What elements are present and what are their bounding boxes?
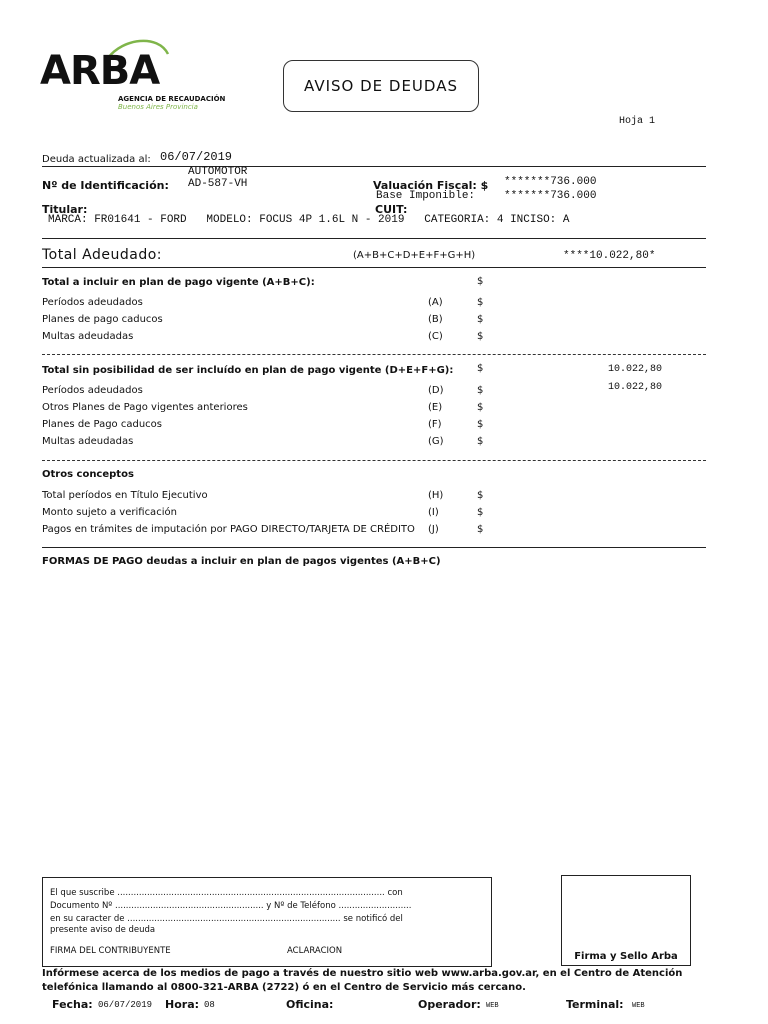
- base-value: *******736.000: [504, 190, 597, 202]
- signature-line: presente aviso de deuda: [50, 925, 156, 935]
- divider: [42, 166, 706, 167]
- row-code: (D): [428, 385, 444, 396]
- row-label: Total períodos en Título Ejecutivo: [42, 490, 208, 501]
- total-label: Total Adeudado:: [42, 247, 162, 263]
- document-title: AVISO DE DEUDAS: [283, 60, 479, 112]
- row-code: (H): [428, 490, 444, 501]
- fecha-value: 06/07/2019: [98, 1000, 153, 1010]
- row-dollar: $: [477, 524, 484, 535]
- formas-pago-title: FORMAS DE PAGO deudas a incluir en plan de pagos vigentes (A+B+C): [42, 556, 441, 567]
- row-dollar: $: [477, 331, 484, 342]
- stamp-label: Firma y Sello Arba: [574, 951, 678, 962]
- logo-agency: AGENCIA DE RECAUDACIÓN: [118, 95, 226, 103]
- row-code: (E): [428, 402, 443, 413]
- row-code: (J): [428, 524, 439, 535]
- row-dollar: $: [477, 297, 484, 308]
- stamp-box: [561, 875, 691, 966]
- row-code: (A): [428, 297, 443, 308]
- logo-province: Buenos Aires Provincia: [118, 103, 198, 111]
- fecha-label: Fecha:: [52, 998, 93, 1011]
- valuacion-value: *******736.000: [504, 176, 597, 188]
- logo-word: ARBA: [40, 48, 160, 94]
- row-label: Planes de Pago caducos: [42, 419, 162, 430]
- deuda-date: 06/07/2019: [160, 150, 233, 164]
- info-line: Infórmese acerca de los medios de pago a través de nuestro sitio web www.arba.gov.ar, en el Centro de Atención: [42, 968, 683, 979]
- row-code: (F): [428, 419, 442, 430]
- row-dollar: $: [477, 419, 484, 430]
- section2-title: Total sin posibilidad de ser incluído en plan de pago vigente (D+E+F+G):: [42, 365, 454, 376]
- arba-logo: [38, 36, 268, 116]
- valuacion-label: Valuación Fiscal: $: [373, 179, 489, 192]
- signature-line: Documento Nº ....................................................... y Nº de Teléfono ...........................: [50, 901, 412, 911]
- total-value: ****10.022,80*: [563, 250, 656, 262]
- divider: [42, 267, 706, 268]
- row-code: (C): [428, 331, 443, 342]
- row-dollar: $: [477, 402, 484, 413]
- page-number: Hoja 1: [619, 116, 656, 127]
- cuit-label: CUIT:: [375, 203, 408, 216]
- terminal-value: WEB: [632, 1002, 645, 1010]
- row-code: (I): [428, 507, 439, 518]
- terminal-label: Terminal:: [566, 998, 624, 1011]
- row-label: Pagos en trámites de imputación por PAGO DIRECTO/TARJETA DE CRÉDITO: [42, 524, 415, 535]
- section1-title: Total a incluir en plan de pago vigente (A+B+C):: [42, 277, 315, 288]
- dashed-divider: [42, 460, 706, 461]
- row-label: Multas adeudadas: [42, 331, 134, 342]
- operador-label: Operador:: [418, 998, 481, 1011]
- signature-line: en su caracter de ............................................................................... se notificó del: [50, 914, 403, 924]
- section2-amount: 10.022,80: [608, 364, 663, 375]
- titular-label: Titular:: [42, 203, 88, 216]
- operador-value: WEB: [486, 1002, 499, 1010]
- divider: [42, 238, 706, 239]
- info-line: telefónica llamando al 0800-321-ARBA (2722) ó en el Centro de Servicio más cercano.: [42, 982, 526, 993]
- base-label: Base Imponible:: [376, 190, 476, 202]
- row-dollar: $: [477, 436, 484, 447]
- row-label: Multas adeudadas: [42, 436, 134, 447]
- row-label: Períodos adeudados: [42, 297, 143, 308]
- row-label: Monto sujeto a verificación: [42, 507, 177, 518]
- deuda-label: Deuda actualizada al:: [42, 154, 151, 165]
- dashed-divider: [42, 354, 706, 355]
- section3-title: Otros conceptos: [42, 469, 134, 480]
- row-dollar: $: [477, 385, 484, 396]
- divider: [42, 547, 706, 548]
- row-label: Otros Planes de Pago vigentes anteriores: [42, 402, 248, 413]
- row-code: (G): [428, 436, 444, 447]
- row-dollar: $: [477, 507, 484, 518]
- row-amount: 10.022,80: [608, 382, 663, 393]
- vehicle-type: AUTOMOTOR: [188, 166, 248, 178]
- hora-value: 08: [204, 1000, 215, 1010]
- section1-dollar: $: [477, 276, 484, 287]
- signature-box: [42, 877, 492, 967]
- row-dollar: $: [477, 490, 484, 501]
- row-label: Períodos adeudados: [42, 385, 143, 396]
- hora-label: Hora:: [165, 998, 200, 1011]
- vehicle-details: MARCA: FR01641 - FORD MODELO: FOCUS 4P 1.6L N - 2019 CATEGORIA: 4 INCISO: A: [48, 214, 570, 226]
- aclaracion-label: ACLARACION: [287, 946, 343, 956]
- id-value: AD-587-VH: [188, 178, 248, 190]
- total-formula: (A+B+C+D+E+F+G+H): [353, 250, 476, 261]
- oficina-label: Oficina:: [286, 998, 334, 1011]
- id-label: Nº de Identificación:: [42, 179, 169, 192]
- row-code: (B): [428, 314, 443, 325]
- firma-label: FIRMA DEL CONTRIBUYENTE: [50, 946, 171, 956]
- signature-line: El que suscribe ................................................................................................... con: [50, 888, 403, 898]
- row-label: Planes de pago caducos: [42, 314, 163, 325]
- row-dollar: $: [477, 314, 484, 325]
- section2-dollar: $: [477, 363, 484, 374]
